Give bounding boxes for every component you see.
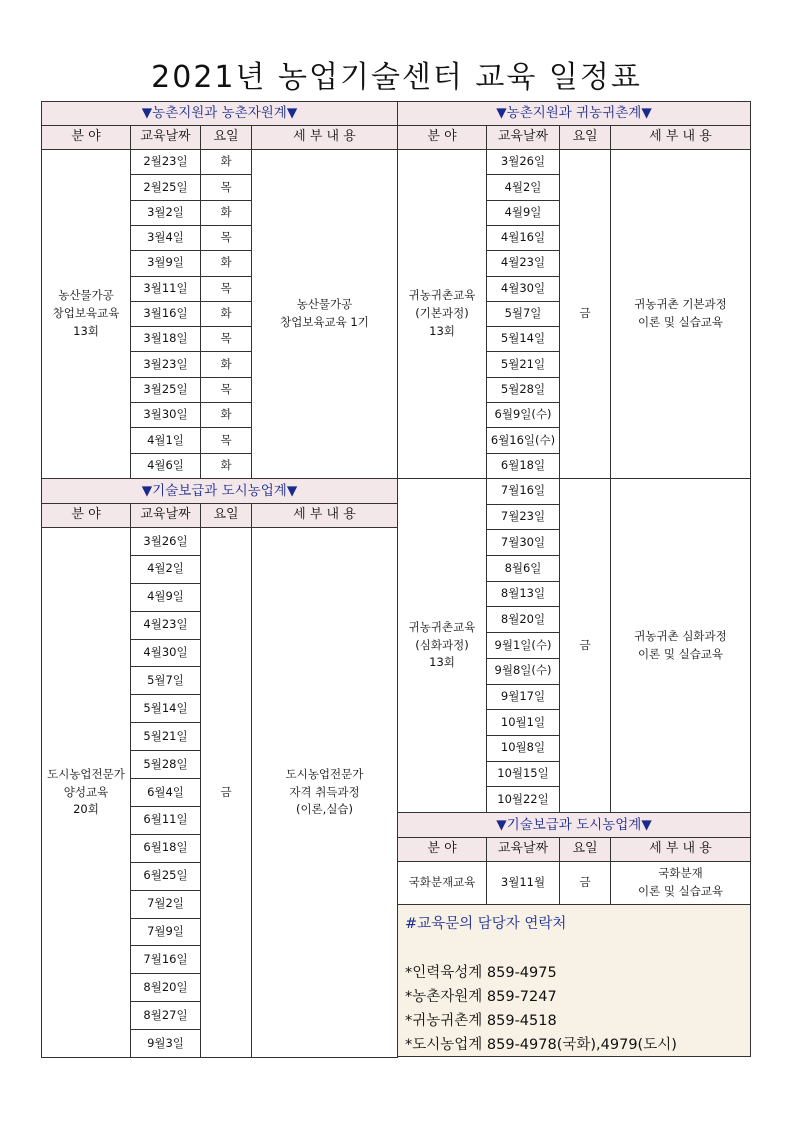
schedule-day-cell: 목 bbox=[200, 427, 252, 453]
course-detail-processing: 농산물가공 창업보육교육 1기 bbox=[251, 149, 398, 479]
contact-line: *농촌자원계 859-7247 bbox=[405, 989, 557, 1005]
course-day-return-basic: 금 bbox=[559, 149, 611, 479]
schedule-day-cell: 화 bbox=[200, 250, 252, 276]
schedule-date-cell: 8월27일 bbox=[130, 1001, 201, 1030]
schedule-date-cell: 3월26일 bbox=[486, 149, 560, 175]
schedule-date-cell: 10월1일 bbox=[486, 709, 560, 736]
schedule-date-cell: 4월30일 bbox=[130, 639, 201, 668]
course-detail-return-advanced: 귀농귀촌 심화과정 이론 및 실습교육 bbox=[610, 478, 751, 813]
schedule-date-cell: 6월18일 bbox=[486, 453, 560, 479]
schedule-date-cell: 5월7일 bbox=[130, 666, 201, 695]
schedule-date-cell: 7월16일 bbox=[130, 945, 201, 974]
schedule-day-cell: 화 bbox=[200, 301, 252, 327]
schedule-date-cell: 3월16일 bbox=[130, 301, 201, 327]
column-header-date: 교육날짜 bbox=[130, 125, 201, 150]
schedule-date-cell: 7월16일 bbox=[486, 478, 560, 505]
schedule-day-cell: 목 bbox=[200, 174, 252, 200]
schedule-date-cell: 5월28일 bbox=[130, 750, 201, 779]
schedule-date-cell: 6월9일(수) bbox=[486, 402, 560, 428]
course-field-return-basic: 귀농귀촌교육 (기본과정) 13회 bbox=[397, 149, 487, 479]
schedule-day-cell: 목 bbox=[200, 326, 252, 352]
section-header-urban-farm: ▼기술보급과 도시농업계▼ bbox=[41, 478, 398, 504]
schedule-date-cell: 5월14일 bbox=[486, 326, 560, 352]
schedule-date-cell: 3월18일 bbox=[130, 326, 201, 352]
column-header-date: 교육날짜 bbox=[486, 837, 560, 862]
course-day-chrysanthemum: 금 bbox=[559, 861, 611, 905]
schedule-date-cell: 9월3일 bbox=[130, 1029, 201, 1058]
column-header-detail: 세 부 내 용 bbox=[251, 125, 398, 150]
page-title: 2021년 농업기술센터 교육 일정표 bbox=[151, 60, 642, 95]
column-header-day: 요일 bbox=[559, 837, 611, 862]
schedule-day-cell: 목 bbox=[200, 377, 252, 403]
schedule-date-cell: 8월20일 bbox=[486, 606, 560, 633]
schedule-date-cell: 3월26일 bbox=[130, 527, 201, 556]
schedule-date-cell: 4월30일 bbox=[486, 276, 560, 302]
column-header-date: 교육날짜 bbox=[486, 125, 560, 150]
schedule-date-cell: 3월2일 bbox=[130, 200, 201, 226]
schedule-date-cell: 4월2일 bbox=[486, 174, 560, 200]
course-field-urban: 도시농업전문가 양성교육 20회 bbox=[41, 527, 131, 1058]
column-header-field: 분 야 bbox=[41, 125, 131, 150]
column-header-field: 분 야 bbox=[41, 503, 131, 528]
column-header-date: 교육날짜 bbox=[130, 503, 201, 528]
contact-line: *귀농귀촌계 859-4518 bbox=[405, 1013, 557, 1029]
schedule-date-cell: 3월25일 bbox=[130, 377, 201, 403]
column-header-day: 요일 bbox=[200, 125, 252, 150]
schedule-day-cell: 목 bbox=[200, 225, 252, 251]
schedule-day-cell: 화 bbox=[200, 351, 252, 377]
schedule-date-cell: 3월23일 bbox=[130, 351, 201, 377]
schedule-day-cell: 화 bbox=[200, 149, 252, 175]
schedule-date-cell: 3월30일 bbox=[130, 402, 201, 428]
course-date-chrysanthemum: 3월11월 bbox=[486, 861, 560, 905]
schedule-date-cell: 9월1일(수) bbox=[486, 632, 560, 659]
schedule-date-cell: 7월30일 bbox=[486, 529, 560, 556]
schedule-date-cell: 4월1일 bbox=[130, 427, 201, 453]
schedule-date-cell: 5월28일 bbox=[486, 377, 560, 403]
schedule-date-cell: 10월8일 bbox=[486, 735, 560, 762]
schedule-date-cell: 6월25일 bbox=[130, 862, 201, 891]
course-field-return-advanced: 귀농귀촌교육 (심화과정) 13회 bbox=[397, 478, 487, 813]
schedule-date-cell: 8월20일 bbox=[130, 973, 201, 1002]
schedule-date-cell: 4월9일 bbox=[130, 583, 201, 612]
schedule-date-cell: 2월25일 bbox=[130, 174, 201, 200]
column-header-detail: 세 부 내 용 bbox=[610, 837, 751, 862]
schedule-date-cell: 5월14일 bbox=[130, 694, 201, 723]
schedule-date-cell: 7월9일 bbox=[130, 918, 201, 947]
course-detail-urban: 도시농업전문가 자격 취득과정 (이론,실습) bbox=[251, 527, 398, 1058]
schedule-date-cell: 6월4일 bbox=[130, 778, 201, 807]
schedule-date-cell: 10월15일 bbox=[486, 761, 560, 788]
schedule-day-cell: 화 bbox=[200, 402, 252, 428]
column-header-detail: 세 부 내 용 bbox=[610, 125, 751, 150]
schedule-date-cell: 4월2일 bbox=[130, 555, 201, 584]
schedule-date-cell: 4월9일 bbox=[486, 200, 560, 226]
schedule-day-cell: 화 bbox=[200, 453, 252, 479]
schedule-date-cell: 5월7일 bbox=[486, 301, 560, 327]
schedule-date-cell: 8월6일 bbox=[486, 555, 560, 582]
schedule-date-cell: 2월23일 bbox=[130, 149, 201, 175]
course-field-chrysanthemum: 국화분재교육 bbox=[397, 861, 487, 905]
course-day-urban: 금 bbox=[200, 527, 252, 1058]
contact-title: #교육문의 담당자 연락처 bbox=[405, 916, 567, 932]
schedule-date-cell: 5월21일 bbox=[130, 722, 201, 751]
schedule-date-cell: 10월22일 bbox=[486, 786, 560, 813]
contact-line: *인력육성계 859-4975 bbox=[405, 965, 557, 981]
schedule-day-cell: 목 bbox=[200, 276, 252, 302]
contact-box bbox=[397, 904, 751, 1057]
schedule-date-cell: 4월6일 bbox=[130, 453, 201, 479]
column-header-day: 요일 bbox=[559, 125, 611, 150]
column-header-field: 분 야 bbox=[397, 837, 487, 862]
schedule-date-cell: 6월16일(수) bbox=[486, 427, 560, 453]
column-header-field: 분 야 bbox=[397, 125, 487, 150]
column-header-day: 요일 bbox=[200, 503, 252, 528]
schedule-date-cell: 7월23일 bbox=[486, 504, 560, 531]
schedule-date-cell: 9월17일 bbox=[486, 684, 560, 711]
section-header-rural-resources: ▼농촌지원과 농촌자원계▼ bbox=[41, 101, 398, 126]
schedule-day-cell: 화 bbox=[200, 200, 252, 226]
schedule-date-cell: 4월23일 bbox=[130, 611, 201, 640]
schedule-date-cell: 4월23일 bbox=[486, 250, 560, 276]
course-detail-return-basic: 귀농귀촌 기본과정 이론 및 실습교육 bbox=[610, 149, 751, 479]
section-header-orchid: ▼기술보급과 도시농업계▼ bbox=[397, 812, 751, 838]
schedule-date-cell: 3월4일 bbox=[130, 225, 201, 251]
schedule-date-cell: 6월11일 bbox=[130, 806, 201, 835]
schedule-date-cell: 8월13일 bbox=[486, 581, 560, 608]
schedule-date-cell: 3월11일 bbox=[130, 276, 201, 302]
column-header-detail: 세 부 내 용 bbox=[251, 503, 398, 528]
section-header-return-farm: ▼농촌지원과 귀농귀촌계▼ bbox=[397, 101, 751, 126]
course-day-return-advanced: 금 bbox=[559, 478, 611, 813]
contact-line: *도시농업계 859-4978(국화),4979(도시) bbox=[405, 1037, 677, 1053]
schedule-date-cell: 3월9일 bbox=[130, 250, 201, 276]
schedule-date-cell: 7월2일 bbox=[130, 890, 201, 919]
course-detail-chrysanthemum: 국화분재 이론 및 실습교육 bbox=[610, 861, 751, 905]
schedule-date-cell: 9월8일(수) bbox=[486, 658, 560, 685]
course-field-processing: 농산물가공 창업보육교육 13회 bbox=[41, 149, 131, 479]
schedule-date-cell: 6월18일 bbox=[130, 834, 201, 863]
schedule-date-cell: 4월16일 bbox=[486, 225, 560, 251]
schedule-date-cell: 5월21일 bbox=[486, 351, 560, 377]
